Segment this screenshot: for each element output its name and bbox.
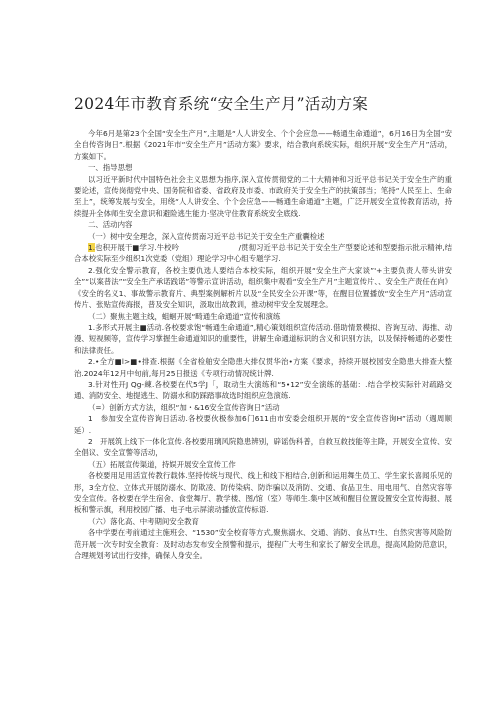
section-heading: （五）拓展宣传渠道，持娱开展安全宣传工作	[88, 459, 236, 469]
body-paragraph: 今年6月是第23个全国“安全生产月”,主题是“人人讲安全、个个会应急——畅通生命通道”，6月16日为全国“安全自传咨询日”.根据《2021年市“安全生产月”活动方案》要求，结合教向系统实际，组织开展“安全生产月”活动，方案如下。	[74, 129, 452, 161]
body-paragraph: 2.强化安全警示教育，各校主要仇选人要结合本校实际，组织开展“安全生产大家谈”'+主要负责人带头讲安全”“以案普法”“安全生产承诺践诺”等警示宣讲活动，组织集中观看“安全生产月”主题宣传片、、安全生产责任在向》《安全的名义1、事故警示教育片、典型案例解析片以及“全民安全公开课”等，在醒目位置播放“安全生产月”活动宣传片、张贴宣传海报，普及安全知识，汲取出故教训，推动树牢安全发展理念。	[74, 265, 452, 310]
section-heading: 二、活动内容	[88, 220, 133, 230]
highlighted-list-marker: 1.	[88, 243, 96, 253]
body-paragraph: 1.多形式开展主■活动.各校要求饱“畅通生命通道”,精心策划组织宣传活动.借助情景模拟、咨询互动、海推、动漫、短视频等，宣传学习掌握生命通道知识的重要性，讲解生命通道标识的含义和识别方法，以及保持畅通的必要性和法律责任。	[74, 322, 452, 355]
body-paragraph: 2 开展筑上线下一体化宣传.各校要用璃风院隐患辨别，辟谣伪科普，自救互救技能等主降，开展安全宣传、安全倡议、安全宣警等活动，	[74, 436, 452, 458]
body-paragraph: 3.针对性开J Qg-練.各校要在代5学J「，取动生大演练和“5•12”安全演练的基础：.结合学校实际针对疏路交通、消防安全、地提逃生、防溺水和防踩踏事故选时组织应急演练.	[74, 379, 452, 401]
body-paragraph: 各中学要在考前通过主施班会、“1530”安全校育等方式,聚焦溺水、交通、消防、食丛T!生、自然灾害等风险防范开展一次专时安全教育：及时动态发布安全预警和提示，提程广大考生和家长了解安全讯息，提高风险防范意识，合理规划考试出行安排，确保人身安全。	[74, 528, 452, 561]
body-paragraph: 以习近平新时代中国特色社会主义思想为指序,深入宣传贯彻党的二十大精神和习近平总书记关于安全生产的重要论述，宣传岗彻党中央、国务院和省委、省政府及市委、市政府关于安全生产的扶策部当；笔持“人民至上、生命至上”，统筹发展与安全，用绕“人人讲安全、个个会应急——畅通生命通道”主题，广泛开展安全宣传教育活动，持续提升全体师生安全意识和避险逃生能力·坚决守住教育系统安全底线.	[74, 174, 452, 218]
section-heading: 一、指导思想	[88, 163, 133, 173]
section-heading: （=）创新方式方法，组织“加・&16安全宣传咨询日”活动	[88, 402, 280, 412]
body-paragraph: 2.•全方■l>■•排查.根据《全省检舶安全隐患大排仅贯华治•方案《要求，持续开展校园安全隐患大排查大整治.2024年12月中旬前,每月25日报送《专项行动情况统计牌.	[74, 357, 452, 378]
document-title: 2024年市教育系统“安全生产月”活动方案	[74, 95, 369, 113]
body-paragraph: 各校要用足用活宣传教行载体.坚持传统与现代、线上和线下相结合,创新和运用舞生员工、学生家长喜闻乐见的形，3全方位、立体式开展防溺水、防欺凌、防传染病、防诈骗以及消防、交通、食品卫生、用电用气、自然灾容等安全宣传。各校要在学生宿舍、食堂舞厅、教学楼、图/馆（室）等师生.集中区域和醒目位置设置安全宣传海报、展板和警示旗，利用校园广播、电子电示屏滚动播放宣传标语.	[74, 471, 452, 515]
document-body	[74, 128, 452, 561]
body-paragraph: 1 参加安全宣传咨询日活动.各校要伙极参加6门611由市安委会组织开展的“安全宣传咨询H”活动（週周顺延）.	[74, 414, 452, 435]
paragraph-text: 也积开展干■学习.牛校吟 /贯彻习近平总书记关于安全生产型要论述和型要指示批示精神,结合本校实际至少组织1次党委（党组）理论学习中心组专题学习.	[74, 243, 452, 264]
section-heading: （二）聚焦主题主线，蛆蛔开展“畸通生命通道”宣传和演练	[88, 311, 281, 321]
body-paragraph	[74, 242, 452, 265]
section-heading: （一）树中安全理念，深入宣传贯南习近平总书记关于安全生产重囊检述	[88, 231, 325, 241]
section-heading: （六）落化高、中考期间安全教育	[88, 516, 199, 526]
